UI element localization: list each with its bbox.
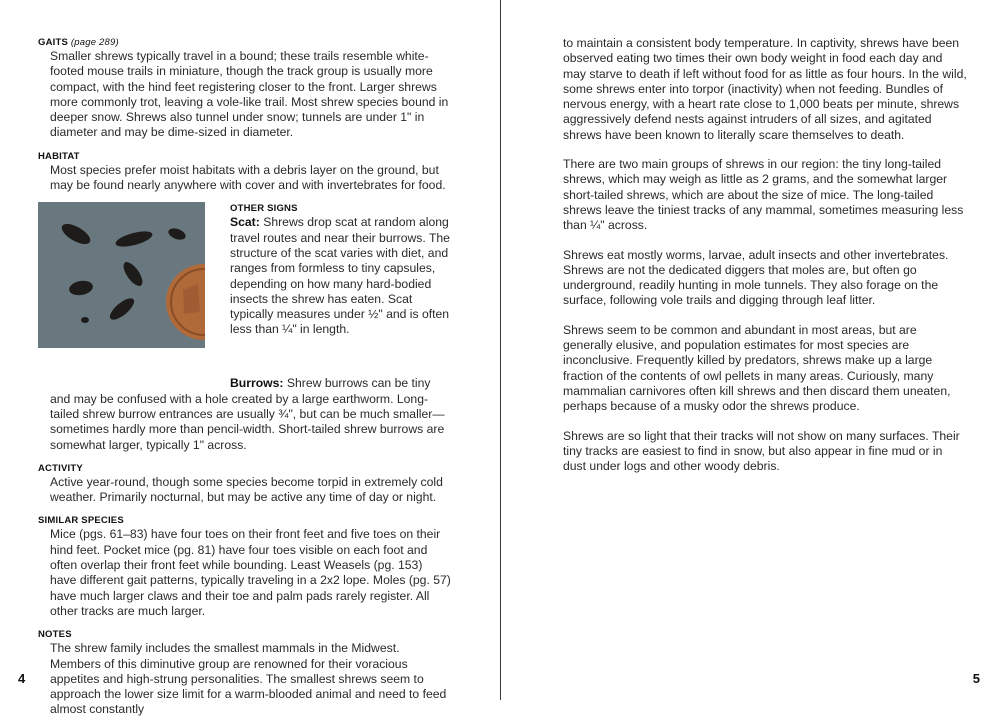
right-paragraph: Shrews are so light that their tracks will not show on many surfaces. Their tiny tracks are easiest to find in snow, but also appear in fine mud or in dust under logs and other woody debris. bbox=[563, 428, 960, 474]
habitat-heading: HABITAT bbox=[38, 150, 80, 162]
left-column bbox=[38, 36, 452, 727]
similar-species-heading: SIMILAR SPECIES bbox=[38, 515, 124, 527]
activity-heading: ACTIVITY bbox=[38, 462, 83, 474]
left-page bbox=[0, 0, 500, 717]
gaits-page-ref: (page 289) bbox=[70, 37, 119, 48]
gaits-heading-text: GAITS bbox=[38, 37, 69, 48]
scat-label: Scat: bbox=[230, 215, 260, 230]
other-signs-text bbox=[230, 202, 452, 337]
habitat-text: Most species prefer moist habitats with a debris layer on the ground, but may be found nearly anywhere with cover and with invertebrates for food. bbox=[50, 162, 446, 193]
gaits-heading bbox=[38, 36, 452, 49]
burrows-label: Burrows: bbox=[230, 376, 284, 391]
right-paragraph: to maintain a consistent body temperature. In captivity, shrews have been observed eating two times their own body weight in food each day and may starve to death if left without food for as little as four hours. In the wild, some shrews enter into torpor (inactivity) when not feeding. Bundles of nervous energy, with a heart rate close to 1,000 beats per minute, shrews aggressively defend nests against intruders of all sizes, and agitated shrews have been known to literally scare themselves to death. bbox=[563, 36, 967, 142]
similar-species-text: Mice (pgs. 61–83) have four toes on their front feet and five toes on their hind feet. Pocket mice (pg. 81) have four toes visible on each foot and often overlap their front feet while bounding. Least Weasels (pg. 153) have different gait patterns, typically traveling in a 2x2 lope. Moles (pg. 57) have much larger claws and their toe and palm pads rarely register. All other tracks are much larger. bbox=[50, 527, 451, 618]
other-signs-block bbox=[38, 202, 452, 402]
page-number-left: 4 bbox=[18, 671, 26, 686]
activity-text: Active year-round, though some species become torpid in extremely cold weather. Primarily nocturnal, but may be active any time of day or night. bbox=[50, 474, 443, 505]
notes-text: The shrew family includes the smallest mammals in the Midwest. Members of this diminutive group are renowned for their voracious appetites and high-strung personalities. The smallest shrews seem to approach the lower size limit for a warm-blooded animal and need to feed almost constantly bbox=[50, 641, 447, 717]
burrows-text: Shrew burrows can be tiny and may be confused with a hole created by a large earthworm. Long-tailed shrew burrow entrances are usually ¾", but can be much smaller—sometimes hardly more than pencil-width. Short-tailed shrew burrows are somewhat larger, typically 1" across. bbox=[50, 376, 445, 452]
other-signs-heading: OTHER SIGNS bbox=[230, 203, 298, 215]
scat-pellet bbox=[81, 317, 89, 323]
shrew-scat-photo bbox=[38, 202, 205, 348]
notes-heading: NOTES bbox=[38, 629, 72, 641]
right-page bbox=[500, 0, 1000, 700]
page-number-right: 5 bbox=[972, 671, 980, 686]
right-paragraph: Shrews eat mostly worms, larvae, adult insects and other invertebrates. Shrews are not the dedicated diggers that moles are, but often go underground, readily hunting in mole tunnels. They also forage on the surface, following vole trails and digging through leaf litter. bbox=[563, 247, 949, 308]
scat-photo-illustration bbox=[38, 202, 205, 348]
right-paragraph: There are two main groups of shrews in our region: the tiny long-tailed shrews, which may weigh as little as 2 grams, and the somewhat larger short-tailed shrews, which are about the size of mice. The long-tailed shrews leave the tiniest tracks of any mammal, sometimes measuring less than ¼" across. bbox=[563, 157, 964, 233]
right-paragraph: Shrews seem to be common and abundant in most areas, but are generally elusive, and population estimates for most species are inconclusive. Frequently killed by predators, shrews make up a large fraction of the contents of owl pellets in many areas. Curiously, many mammalian carnivores often kill shrews and then discard them uneaten, perhaps because of a musky odor the shrews produce. bbox=[563, 322, 951, 414]
scat-paragraph bbox=[230, 215, 452, 337]
scat-text: Shrews drop scat at random along travel routes and near their burrows. The structure of the scat varies with diet, and ranges from formless to tiny capsules, depending on how many hard-bodied insects the shrew has eaten. Scat typically measures under ½" and is often less than ¼" in length. bbox=[230, 215, 450, 337]
right-column bbox=[563, 36, 967, 488]
gaits-text: Smaller shrews typically travel in a bound; these trails resemble white-footed mouse trails in miniature, though the track group is usually more compact, with the hind feet registering closer to the front. Larger shrews more commonly trot, leaving a vole-like trail. Most shrew species bound in deeper snow. Shrews also tunnel under snow; tunnels are under 1" in diameter and may be dime-sized in diameter. bbox=[50, 49, 449, 140]
